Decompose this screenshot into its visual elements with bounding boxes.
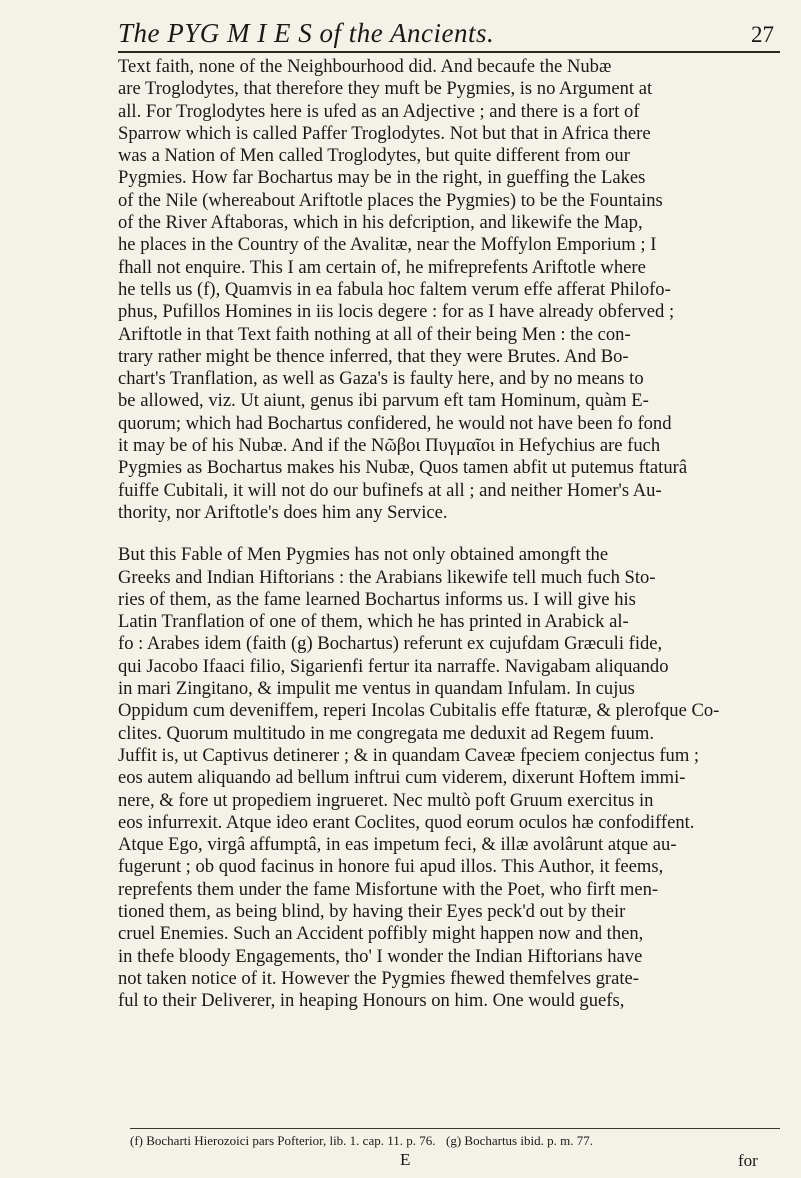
signature-mark: E	[400, 1150, 411, 1169]
text-line: eos infurrexit. Atque ideo erant Coclites, quod eorum oculos hæ confodiffent.	[118, 811, 695, 833]
text-line: ries of them, as the fame learned Bochartus informs us. I will give his	[118, 588, 636, 610]
text-line: fo : Arabes idem (faith (g) Bochartus) referunt ex cujufdam Græculi fide,	[118, 633, 663, 655]
text-line: qui Jacobo Ifaaci filio, Sigarienfi fertur ita narraffe. Navigabam aliquando	[118, 655, 669, 677]
footnote-rule	[130, 1128, 780, 1129]
body-text	[118, 56, 782, 1012]
text-line: ful to their Deliverer, in heaping Honours on him. One would guefs,	[118, 990, 625, 1012]
text-line: nere, & fore ut propediem ingrueret. Nec multò poft Gruum exercitus in	[118, 789, 654, 811]
text-line: he places in the Country of the Avalitæ, near the Moffylon Emporium ; I	[118, 234, 657, 256]
text-line: of the River Aftaboras, which in his defcription, and likewife the Map,	[118, 212, 643, 234]
running-title: The PYG M I E S of the Ancients.	[118, 18, 495, 48]
text-line: Oppidum cum deveniffem, reperi Incolas Cubitalis effe ftaturæ, & plerofque Co-	[118, 700, 720, 722]
text-line: Latin Tranflation of one of them, which he has printed in Arabick al-	[118, 611, 629, 633]
footnotes	[130, 1133, 780, 1149]
footnote-g: (g) Bochartus ibid. p. m. 77.	[446, 1133, 593, 1148]
text-line: cruel Enemies. Such an Accident poffibly might happen now and then,	[118, 923, 644, 945]
text-line: thority, nor Ariftotle's does him any Service.	[118, 501, 448, 523]
text-line: not taken notice of it. However the Pygmies fhewed themfelves grate-	[118, 967, 639, 989]
paragraph-gap	[118, 524, 782, 544]
text-line: Text faith, none of the Neighbourhood did. And becaufe the Nubæ	[118, 56, 612, 77]
text-line: eos autem aliquando ad bellum inftrui cum viderem, dixerunt Hoftem immi-	[118, 767, 686, 789]
text-line: phus, Pufillos Homines in iis locis degere : for as I have already obferved ;	[118, 301, 675, 323]
footnote-f: (f) Bocharti Hierozoici pars Pofterior, lib. 1. cap. 11. p. 76.	[130, 1133, 436, 1148]
text-line: are Troglodytes, that therefore they muft be Pygmies, is no Argument at	[118, 78, 653, 100]
paragraph-1	[118, 56, 782, 524]
text-line: be allowed, viz. Ut aiunt, genus ibi parvum eft tam Hominum, quàm E-	[118, 390, 649, 412]
text-line: in thefe bloody Engagements, tho' I wonder the Indian Hiftorians have	[118, 945, 643, 967]
text-line: fhall not enquire. This I am certain of, he mifreprefents Ariftotle where	[118, 256, 646, 278]
text-line: was a Nation of Men called Troglodytes, but quite different from our	[118, 145, 630, 167]
text-line: fuiffe Cubitali, it will not do our bufinefs at all ; and neither Homer's Au-	[118, 479, 662, 501]
text-line: clites. Quorum multitudo in me congregata me deduxit ad Regem fuum.	[118, 722, 654, 744]
text-line: reprefents them under the fame Misfortune with the Poet, who firft men-	[118, 878, 659, 900]
page-number: 27	[751, 22, 774, 47]
text-line: tioned them, as being blind, by having their Eyes peck'd out by their	[118, 900, 626, 922]
text-line: of the Nile (whereabout Ariftotle places the Pygmies) to be the Fountains	[118, 189, 663, 211]
text-line: trary rather might be thence inferred, that they were Brutes. And Bo-	[118, 345, 629, 367]
text-line: in mari Zingitano, & impulit me ventus in quandam Infulam. In cujus	[118, 678, 635, 700]
header-rule	[118, 51, 780, 53]
text-line: he tells us (f), Quamvis in ea fabula hoc faltem verum effe afferat Philofo-	[118, 278, 671, 300]
text-line: Ariftotle in that Text faith nothing at all of their being Men : the con-	[118, 323, 631, 345]
text-line: Greeks and Indian Hiftorians : the Arabians likewife tell much fuch Sto-	[118, 566, 656, 588]
text-line: all. For Troglodytes here is ufed as an Adjective ; and there is a fort of	[118, 100, 640, 122]
text-line: Sparrow which is called Paffer Troglodytes. Not but that in Africa there	[118, 122, 651, 144]
page-header	[118, 14, 778, 54]
text-line: fugerunt ; ob quod facinus in honore fui apud illos. This Author, it feems,	[118, 856, 664, 878]
paragraph-2	[118, 544, 782, 1012]
text-line: Juffit is, ut Captivus detinerer ; & in quandam Caveæ fpeciem conjectus fum ;	[118, 744, 700, 766]
text-line: Atque Ego, virgâ affumptâ, in eas impetum feci, & illæ avolârunt atque au-	[118, 834, 677, 856]
text-line: Pygmies. How far Bochartus may be in the right, in gueffing the Lakes	[118, 167, 646, 189]
text-line: quorum; which had Bochartus confidered, he would not have been fo fond	[118, 412, 672, 434]
text-line: it may be of his Nubæ. And if the Νῶβοι Πυγμαῖοι in Hefychius are fuch	[118, 435, 661, 457]
text-line: Pygmies as Bochartus makes his Nubæ, Quos tamen abfit ut putemus ftaturâ	[118, 457, 688, 479]
text-line: But this Fable of Men Pygmies has not only obtained amongft the	[118, 544, 609, 566]
text-line: chart's Tranflation, as well as Gaza's is faulty here, and by no means to	[118, 368, 644, 390]
catchword: for	[738, 1151, 758, 1170]
